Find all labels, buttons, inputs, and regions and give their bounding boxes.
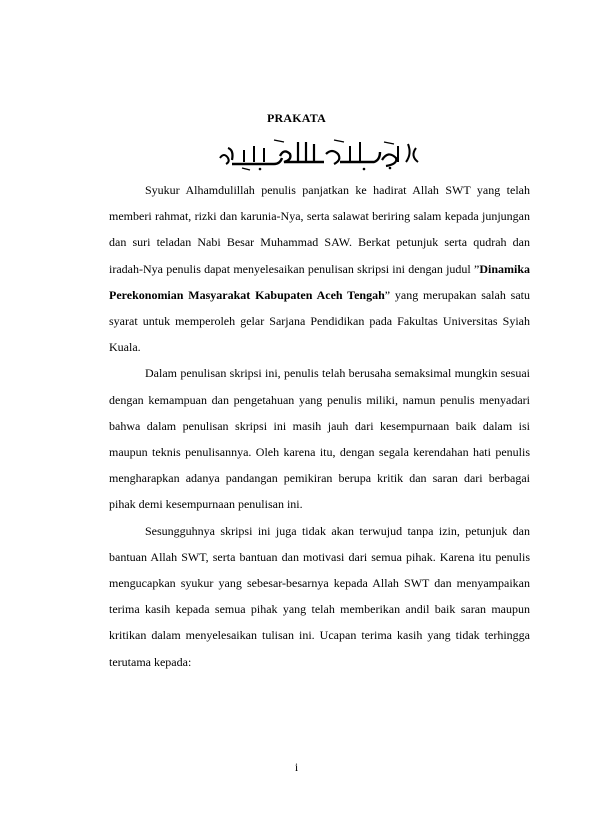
thesis-title: Dinamika Perekonomian Masyarakat Kabupaten Aceh Tengah [109, 261, 530, 302]
page-number: i [294, 760, 299, 774]
paragraph-text: Syukur Alhamdulillah penulis panjatkan ke hadirat Allah SWT yang telah memberi rahmat, rizki dan karunia-Nya, serta salawat beriring salam kepada junjungan dan suri teladan Nabi Besar Muhammad SAW. Berkat petunjuk serta qudrah dan iradah-Nya penulis dapat menyelesaikan penulisan skripsi ini dengan judul ” [109, 183, 530, 276]
paragraph-text: ” yang merupakan salah satu syarat untuk memperoleh gelar Sarjana Pendidikan pada Fakultas Universitas Syiah Kuala. [109, 287, 530, 355]
page-title: PRAKATA [267, 111, 326, 125]
paragraph [109, 177, 530, 360]
paragraph: Dalam penulisan skripsi ini, penulis telah berusaha semaksimal mungkin sesuai dengan kemampuan dan pengetahuan yang penulis miliki, namun penulis menyadari bahwa dalam penulisan skripsi ini masih jauh dari kesempurnaan baik dalam isi maupun teknis penulisannya. Oleh karena itu, dengan segala kerendahan hati penulis mengharapkan adanya pandangan pemikiran berupa kritik dan saran dari berbagai pihak demi kesempurnaan penulisan ini. [109, 366, 530, 512]
basmalah-calligraphy [214, 136, 426, 172]
body-text [109, 177, 530, 675]
paragraph: Sesungguhnya skripsi ini juga tidak akan terwujud tanpa izin, petunjuk dan bantuan Allah SWT, serta bantuan dan motivasi dari semua pihak. Karena itu penulis mengucapkan syukur yang sebesar-besarnya kepada Allah SWT dan menyampaikan terima kasih kepada semua pihak yang telah memberikan andil baik saran maupun kritikan dalam menyelesaikan tulisan ini. Ucapan terima kasih yang tidak terhingga terutama kepada: [109, 523, 530, 669]
